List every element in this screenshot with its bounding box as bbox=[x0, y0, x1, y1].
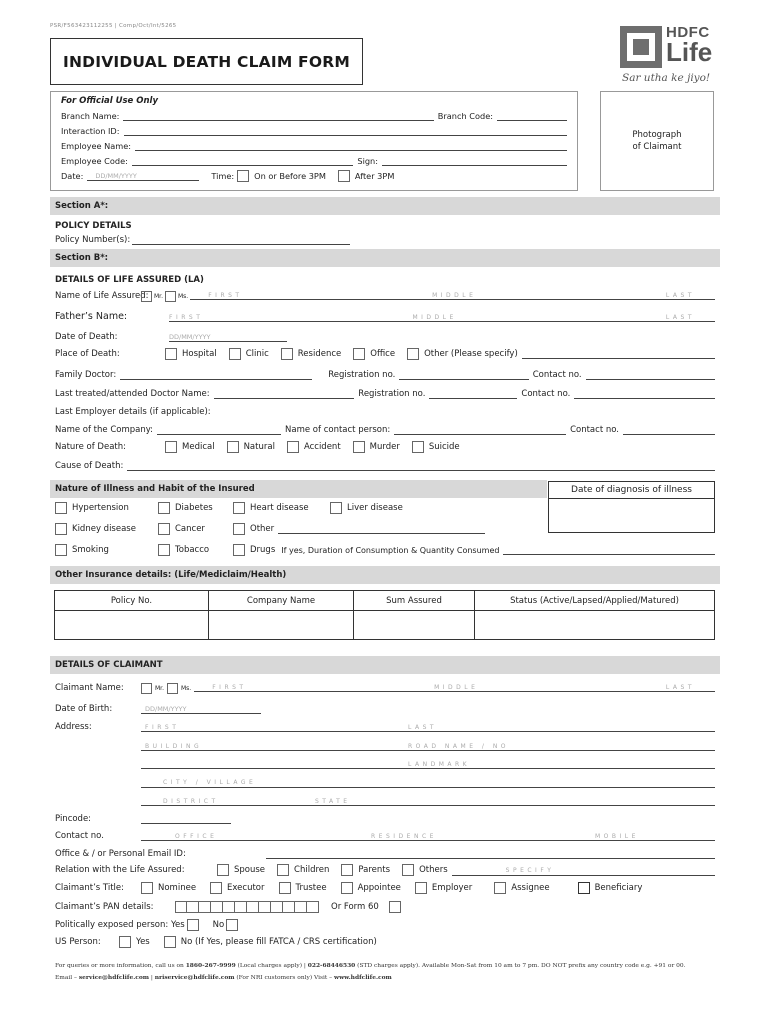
pincode-row bbox=[55, 810, 715, 824]
address-row-1 bbox=[55, 718, 715, 732]
pan-char-box[interactable] bbox=[271, 901, 283, 913]
pan-label: Claimant’s PAN details: bbox=[55, 902, 154, 912]
section-b-bar: Section B*: bbox=[50, 249, 720, 267]
branch-row bbox=[61, 109, 567, 121]
beneficiary-checkbox[interactable] bbox=[578, 882, 590, 894]
company-contact-label: Contact no. bbox=[570, 425, 619, 435]
claimant-ms-label: Ms. bbox=[181, 684, 192, 692]
other-illness-label: Other bbox=[250, 524, 275, 534]
diabetes-checkbox[interactable] bbox=[158, 502, 170, 514]
claimant-title-row bbox=[55, 881, 715, 895]
photograph-sublabel: of Claimant bbox=[632, 142, 682, 152]
drugs-checkbox[interactable] bbox=[233, 544, 245, 556]
address-name-field[interactable] bbox=[141, 724, 715, 732]
accident-label: Accident bbox=[303, 442, 341, 452]
residence-label: Residence bbox=[297, 349, 342, 359]
footer-phone-1[interactable]: 1860-267-9999 bbox=[185, 962, 236, 969]
address-row-3 bbox=[55, 755, 715, 769]
place-of-death-label: Place of Death: bbox=[55, 349, 120, 359]
insurance-bar: Other Insurance details: (Life/Mediclaim/Health) bbox=[50, 566, 720, 584]
claimant-name-label: Claimant Name: bbox=[55, 683, 124, 693]
contact-person-field[interactable] bbox=[394, 425, 566, 435]
other-place-checkbox[interactable] bbox=[407, 348, 419, 360]
employee-name-field[interactable] bbox=[135, 142, 567, 151]
pan-row bbox=[55, 900, 715, 914]
executor-label: Executor bbox=[227, 883, 265, 893]
sign-field[interactable] bbox=[382, 157, 567, 166]
other-illness-field[interactable] bbox=[278, 524, 485, 534]
claimant-last-hint: LAST bbox=[665, 684, 695, 691]
footer-phone-2[interactable]: 022-68446530 bbox=[307, 962, 356, 969]
address-first-hint: FIRST bbox=[145, 724, 180, 731]
heart-disease-checkbox[interactable] bbox=[233, 502, 245, 514]
contact-row bbox=[55, 827, 715, 841]
diagnosis-date-label: Date of diagnosis of illness bbox=[549, 482, 714, 499]
company-contact-field[interactable] bbox=[623, 425, 715, 435]
logo-tagline: Sar utha ke jiyo! bbox=[622, 72, 711, 84]
branch-code-label: Branch Code: bbox=[437, 111, 493, 121]
tobacco-label: Tobacco bbox=[175, 545, 210, 555]
nature-of-death-row bbox=[55, 440, 715, 454]
others-checkbox[interactable] bbox=[402, 864, 414, 876]
illness-row-1 bbox=[55, 501, 545, 515]
policy-details-title: POLICY DETAILS bbox=[55, 221, 132, 231]
policy-no-cell[interactable] bbox=[55, 611, 209, 640]
pep-yes-checkbox[interactable] bbox=[187, 919, 199, 931]
last-doctor-row bbox=[55, 385, 715, 399]
claimant-mr-checkbox[interactable] bbox=[141, 683, 152, 694]
footer-email-2[interactable]: nriservice@hdfclife.com bbox=[154, 974, 235, 981]
employee-code-field[interactable] bbox=[132, 157, 354, 166]
father-last-hint: LAST bbox=[665, 314, 695, 321]
medical-label: Medical bbox=[182, 442, 215, 452]
last-doctor-contact-field[interactable] bbox=[574, 389, 715, 399]
suicide-checkbox[interactable] bbox=[412, 441, 424, 453]
contact-person-label: Name of contact person: bbox=[285, 425, 391, 435]
pep-no-checkbox[interactable] bbox=[226, 919, 238, 931]
branch-code-field[interactable] bbox=[497, 112, 567, 121]
city-hint: CITY / VILLAGE bbox=[163, 779, 257, 786]
table-row bbox=[55, 611, 715, 640]
pan-char-box[interactable] bbox=[295, 901, 307, 913]
logo-mark-icon bbox=[620, 26, 662, 68]
residence-hint: RESIDENCE bbox=[371, 833, 437, 840]
after-3pm-label: After 3PM bbox=[354, 171, 395, 181]
road-hint: ROAD NAME / NO bbox=[408, 743, 510, 750]
family-doctor-row bbox=[55, 366, 715, 380]
pan-char-box[interactable] bbox=[235, 901, 247, 913]
illness-bar: Nature of Illness and Habit of the Insured bbox=[50, 480, 547, 498]
pan-char-box[interactable] bbox=[247, 901, 259, 913]
family-doctor-field[interactable] bbox=[120, 370, 312, 380]
heart-disease-label: Heart disease bbox=[250, 503, 309, 513]
official-use-box bbox=[50, 91, 578, 191]
other-place-field[interactable] bbox=[522, 349, 715, 359]
drugs-note-field[interactable] bbox=[503, 545, 715, 555]
footer-email-1[interactable]: service@hdfclife.com bbox=[78, 974, 149, 981]
kidney-disease-checkbox[interactable] bbox=[55, 523, 67, 535]
trustee-checkbox[interactable] bbox=[279, 882, 291, 894]
col-company-name: Company Name bbox=[209, 591, 354, 611]
sum-assured-cell[interactable] bbox=[354, 611, 475, 640]
father-name-label: Father’s Name: bbox=[55, 311, 128, 322]
col-policy-no: Policy No. bbox=[55, 591, 209, 611]
date-of-death-row bbox=[55, 328, 715, 342]
murder-checkbox[interactable] bbox=[353, 441, 365, 453]
logo-brand-bottom: Life bbox=[666, 37, 713, 67]
col-sum-assured: Sum Assured bbox=[354, 591, 475, 611]
clinic-checkbox[interactable] bbox=[229, 348, 241, 360]
address-label: Address: bbox=[55, 722, 92, 732]
la-name-label: Name of Life Assured: bbox=[55, 291, 149, 301]
col-status: Status (Active/Lapsed/Applied/Matured) bbox=[475, 591, 715, 611]
logo-brand-top: HDFC bbox=[666, 24, 710, 41]
status-cell[interactable] bbox=[475, 611, 715, 640]
family-doctor-contact-label: Contact no. bbox=[532, 370, 582, 380]
employee-code-row bbox=[61, 154, 567, 166]
footer-text: | bbox=[149, 975, 155, 981]
employee-name-label: Employee Name: bbox=[61, 141, 132, 151]
us-no-label: No (If Yes, please fill FATCA / CRS certification) bbox=[180, 937, 377, 947]
la-middle-hint: MIDDLE bbox=[432, 292, 477, 299]
us-person-row bbox=[55, 935, 715, 949]
policy-number-row bbox=[55, 231, 715, 245]
la-name-row bbox=[55, 289, 715, 303]
hospital-label: Hospital bbox=[182, 349, 217, 359]
accident-checkbox[interactable] bbox=[287, 441, 299, 453]
interaction-id-field[interactable] bbox=[124, 127, 568, 136]
last-employer-label: Last Employer details (if applicable): bbox=[55, 407, 211, 417]
footer-line-2 bbox=[55, 972, 720, 984]
others-label: Others bbox=[419, 865, 448, 875]
company-row bbox=[55, 421, 715, 435]
date-of-death-field[interactable]: DD/MM/YYYY bbox=[169, 333, 287, 342]
place-of-death-row bbox=[55, 347, 715, 361]
date-label: Date: bbox=[61, 171, 84, 181]
children-checkbox[interactable] bbox=[277, 864, 289, 876]
family-doctor-contact-field[interactable] bbox=[586, 370, 715, 380]
assignee-label: Assignee bbox=[511, 883, 550, 893]
liver-disease-label: Liver disease bbox=[347, 503, 403, 513]
life-assured-heading bbox=[55, 271, 715, 285]
address-row-5 bbox=[55, 792, 715, 806]
claimant-first-hint: FIRST bbox=[212, 684, 247, 691]
branch-name-field[interactable] bbox=[123, 112, 433, 121]
office-checkbox[interactable] bbox=[353, 348, 365, 360]
form-reference-code: PSR/F563423112255 | Comp/Oct/Int/5265 bbox=[50, 23, 177, 29]
spouse-checkbox[interactable] bbox=[217, 864, 229, 876]
on-before-3pm-label: On or Before 3PM bbox=[254, 171, 326, 181]
family-doctor-reg-label: Registration no. bbox=[328, 370, 396, 380]
company-name-field[interactable] bbox=[157, 425, 281, 435]
cause-of-death-field[interactable] bbox=[127, 461, 715, 471]
pep-row bbox=[55, 918, 715, 932]
pincode-field[interactable] bbox=[141, 814, 231, 824]
smoking-label: Smoking bbox=[72, 545, 109, 555]
address-row-4 bbox=[55, 774, 715, 788]
assignee-checkbox[interactable] bbox=[494, 882, 506, 894]
spouse-label: Spouse bbox=[234, 865, 266, 875]
photograph-box[interactable] bbox=[600, 91, 714, 191]
company-name-label: Name of the Company: bbox=[55, 425, 154, 435]
pan-char-box[interactable] bbox=[259, 901, 271, 913]
nature-of-death-label: Nature of Death: bbox=[55, 442, 126, 452]
footer-line-1 bbox=[55, 960, 720, 972]
pan-char-box[interactable] bbox=[199, 901, 211, 913]
photograph-label: Photograph bbox=[632, 130, 682, 140]
diagnosis-date-box bbox=[548, 481, 715, 533]
la-mr-checkbox[interactable] bbox=[141, 291, 152, 302]
smoking-checkbox[interactable] bbox=[55, 544, 67, 556]
drugs-label: Drugs bbox=[250, 545, 276, 555]
beneficiary-label: Beneficiary bbox=[594, 883, 643, 893]
appointee-checkbox[interactable] bbox=[341, 882, 353, 894]
address-city-field[interactable] bbox=[141, 777, 715, 788]
clinic-label: Clinic bbox=[245, 349, 269, 359]
cancer-checkbox[interactable] bbox=[158, 523, 170, 535]
parents-label: Parents bbox=[358, 865, 391, 875]
date-field[interactable]: DD/MM/YYYY bbox=[87, 172, 199, 181]
footer-text: For queries or more information, call us on bbox=[55, 963, 186, 969]
email-row bbox=[55, 845, 715, 859]
la-mr-label: Mr. bbox=[154, 292, 163, 300]
footer-text: Email – bbox=[55, 975, 79, 981]
last-employer-row bbox=[55, 403, 715, 417]
policy-details-heading bbox=[55, 217, 715, 231]
address-district-field[interactable] bbox=[141, 798, 715, 806]
la-name-field[interactable] bbox=[190, 292, 715, 300]
medical-checkbox[interactable] bbox=[165, 441, 177, 453]
claimant-name-field[interactable] bbox=[194, 684, 715, 692]
pan-char-box[interactable] bbox=[175, 901, 187, 913]
office-hint: OFFICE bbox=[175, 833, 218, 840]
relation-label: Relation with the Life Assured: bbox=[55, 865, 185, 875]
us-person-label: US Person: bbox=[55, 937, 101, 947]
form-title-box bbox=[50, 38, 363, 85]
state-hint: STATE bbox=[315, 798, 351, 805]
email-label: Office & / or Personal Email ID: bbox=[55, 849, 186, 859]
us-yes-label: Yes bbox=[136, 937, 150, 947]
employee-name-row bbox=[61, 139, 567, 151]
relation-row bbox=[55, 863, 715, 877]
insurance-table bbox=[54, 590, 715, 640]
diabetes-label: Diabetes bbox=[175, 503, 213, 513]
footer-text: (Local charges apply) | bbox=[235, 963, 308, 969]
date-of-death-label: Date of Death: bbox=[55, 332, 118, 342]
la-ms-checkbox[interactable] bbox=[165, 291, 176, 302]
branch-name-label: Branch Name: bbox=[61, 111, 120, 121]
employee-code-label: Employee Code: bbox=[61, 156, 128, 166]
diagnosis-date-field[interactable] bbox=[549, 499, 714, 533]
last-doctor-reg-field[interactable] bbox=[429, 389, 517, 399]
form60-checkbox[interactable] bbox=[389, 901, 401, 913]
footer-text: (STD charges apply). Available Mon-Sat from 10 am to 7 pm. DO NOT prefix any country code e.g. +91 or 00. bbox=[355, 963, 686, 969]
claimant-title-label: Claimant’s Title: bbox=[55, 883, 124, 893]
interaction-row bbox=[61, 124, 567, 136]
parents-checkbox[interactable] bbox=[341, 864, 353, 876]
natural-checkbox[interactable] bbox=[227, 441, 239, 453]
us-no-checkbox[interactable] bbox=[164, 936, 176, 948]
father-first-hint: FIRST bbox=[169, 314, 204, 321]
pep-label: Politically exposed person: Yes bbox=[55, 920, 185, 930]
la-ms-label: Ms. bbox=[178, 292, 189, 300]
appointee-label: Appointee bbox=[357, 883, 401, 893]
natural-label: Natural bbox=[243, 442, 275, 452]
last-doctor-reg-label: Registration no. bbox=[358, 389, 426, 399]
office-label: Office bbox=[370, 349, 396, 359]
illness-row-2 bbox=[55, 522, 485, 536]
pep-no-label: No bbox=[212, 920, 225, 930]
after-3pm-checkbox[interactable] bbox=[338, 170, 350, 182]
illness-row-3 bbox=[55, 543, 715, 557]
form60-label: Or Form 60 bbox=[331, 902, 379, 912]
last-doctor-label: Last treated/attended Doctor Name: bbox=[55, 389, 210, 399]
on-before-3pm-checkbox[interactable] bbox=[237, 170, 249, 182]
la-first-hint: FIRST bbox=[208, 292, 243, 299]
pincode-label: Pincode: bbox=[55, 814, 92, 824]
address-building-field[interactable] bbox=[141, 743, 715, 751]
pan-char-box[interactable] bbox=[307, 901, 319, 913]
claimant-dob-field[interactable]: DD/MM/YYYY bbox=[141, 705, 261, 714]
mobile-hint: MOBILE bbox=[595, 833, 639, 840]
claimant-name-row bbox=[55, 681, 715, 695]
email-field[interactable] bbox=[266, 849, 715, 859]
father-name-field[interactable] bbox=[169, 314, 715, 322]
drugs-note-label: If yes, Duration of Consumption & Quantity Consumed bbox=[281, 545, 500, 555]
claimant-bar: DETAILS OF CLAIMANT bbox=[50, 656, 720, 674]
address-row-2 bbox=[55, 737, 715, 751]
father-name-row bbox=[55, 308, 715, 322]
hypertension-label: Hypertension bbox=[72, 503, 129, 513]
claimant-dob-row bbox=[55, 700, 715, 714]
claimant-mr-label: Mr. bbox=[155, 684, 164, 692]
pan-char-box[interactable] bbox=[223, 901, 235, 913]
relation-specify-field[interactable] bbox=[452, 865, 715, 876]
murder-label: Murder bbox=[369, 442, 400, 452]
cause-of-death-row bbox=[55, 457, 715, 471]
employer-checkbox[interactable] bbox=[415, 882, 427, 894]
date-time-row bbox=[61, 170, 567, 182]
official-use-heading: For Official Use Only bbox=[61, 96, 159, 106]
building-hint: BUILDING bbox=[145, 743, 203, 750]
nominee-checkbox[interactable] bbox=[141, 882, 153, 894]
hdfc-life-logo bbox=[620, 26, 720, 86]
section-a-bar: Section A*: bbox=[50, 197, 720, 215]
residence-checkbox[interactable] bbox=[281, 348, 293, 360]
address-landmark-field[interactable] bbox=[141, 761, 715, 769]
la-last-hint: LAST bbox=[665, 292, 695, 299]
last-doctor-contact-label: Contact no. bbox=[521, 389, 571, 399]
landmark-hint: LANDMARK bbox=[408, 761, 471, 768]
pan-char-box[interactable] bbox=[211, 901, 223, 913]
form-title: INDIVIDUAL DEATH CLAIM FORM bbox=[63, 52, 350, 71]
hypertension-checkbox[interactable] bbox=[55, 502, 67, 514]
tobacco-checkbox[interactable] bbox=[158, 544, 170, 556]
children-label: Children bbox=[294, 865, 330, 875]
footer-website-link[interactable]: www.hdfclife.com bbox=[334, 974, 392, 981]
executor-checkbox[interactable] bbox=[210, 882, 222, 894]
father-middle-hint: MIDDLE bbox=[412, 314, 457, 321]
nominee-label: Nominee bbox=[158, 883, 197, 893]
specify-hint: SPECIFY bbox=[505, 866, 555, 874]
trustee-label: Trustee bbox=[295, 883, 327, 893]
pan-char-box[interactable] bbox=[187, 901, 199, 913]
sign-label: Sign: bbox=[357, 156, 378, 166]
interaction-id-label: Interaction ID: bbox=[61, 126, 120, 136]
policy-number-label: Policy Number(s): bbox=[55, 235, 131, 245]
claimant-contact-label: Contact no. bbox=[55, 831, 104, 841]
cancer-label: Cancer bbox=[175, 524, 205, 534]
liver-disease-checkbox[interactable] bbox=[330, 502, 342, 514]
address-last-hint: LAST bbox=[408, 724, 438, 731]
family-doctor-label: Family Doctor: bbox=[55, 370, 117, 380]
pan-char-box[interactable] bbox=[283, 901, 295, 913]
policy-number-field[interactable] bbox=[132, 235, 350, 245]
claimant-dob-label: Date of Birth: bbox=[55, 704, 113, 714]
other-illness-checkbox[interactable] bbox=[233, 523, 245, 535]
claimant-ms-checkbox[interactable] bbox=[167, 683, 178, 694]
pan-boxes bbox=[175, 901, 319, 913]
suicide-label: Suicide bbox=[428, 442, 460, 452]
district-hint: DISTRICT bbox=[163, 798, 219, 805]
company-name-cell[interactable] bbox=[209, 611, 354, 640]
hospital-checkbox[interactable] bbox=[165, 348, 177, 360]
us-yes-checkbox[interactable] bbox=[119, 936, 131, 948]
life-assured-title: DETAILS OF LIFE ASSURED (LA) bbox=[55, 275, 204, 285]
time-label: Time: bbox=[211, 171, 235, 181]
cause-of-death-label: Cause of Death: bbox=[55, 461, 124, 471]
employer-label: Employer bbox=[431, 883, 473, 893]
family-doctor-reg-field[interactable] bbox=[399, 370, 528, 380]
footer-contact-info bbox=[55, 960, 720, 984]
footer-text: (For NRI customers only) Visit – bbox=[234, 975, 334, 981]
last-doctor-field[interactable] bbox=[214, 389, 355, 399]
other-place-label: Other (Please specify) bbox=[424, 349, 518, 359]
kidney-disease-label: Kidney disease bbox=[72, 524, 136, 534]
claimant-contact-field[interactable] bbox=[141, 833, 715, 841]
claimant-middle-hint: MIDDLE bbox=[434, 684, 479, 691]
